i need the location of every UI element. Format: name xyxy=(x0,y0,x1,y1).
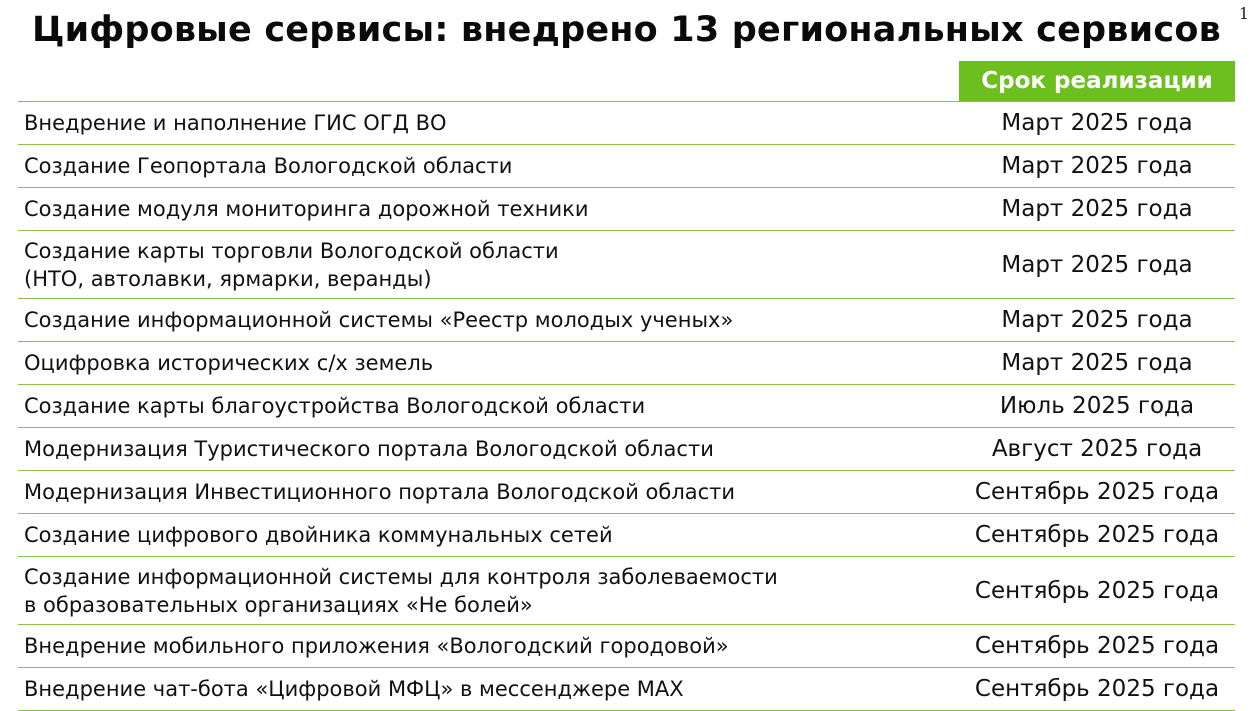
service-name-line: (НТО, автолавки, ярмарки, веранды) xyxy=(24,266,432,291)
service-term: Сентябрь 2025 года xyxy=(974,676,1220,702)
service-name xyxy=(18,563,959,619)
service-name xyxy=(18,195,959,223)
table-row xyxy=(18,385,1235,428)
service-name xyxy=(18,306,959,334)
service-name-line: Создание информационной системы для контроля заболеваемости xyxy=(24,564,778,589)
service-term: Сентябрь 2025 года xyxy=(974,577,1220,604)
service-name-line: Создание цифрового двойника коммунальных сетей xyxy=(24,523,613,547)
service-name-line: Внедрение мобильного приложения «Вологодский городовой» xyxy=(24,634,729,658)
services-table xyxy=(18,61,1235,711)
table-row xyxy=(18,231,1235,299)
service-term: Сентябрь 2025 года xyxy=(974,633,1220,659)
table-row xyxy=(18,428,1235,471)
page-number: 1 xyxy=(1238,4,1249,23)
table-row xyxy=(18,145,1235,188)
service-term: Сентябрь 2025 года xyxy=(974,522,1220,548)
service-name-line: Модернизация Инвестиционного портала Вологодской области xyxy=(24,480,736,504)
service-name-line: Создание карты благоустройства Вологодской области xyxy=(24,394,646,418)
service-name-line: Модернизация Туристического портала Вологодской области xyxy=(24,437,714,461)
service-name-line: Внедрение чат-бота «Цифровой МФЦ» в мессенджере MAX xyxy=(24,677,684,701)
service-name xyxy=(18,435,959,463)
service-name-line: Создание модуля мониторинга дорожной техники xyxy=(24,197,589,221)
service-name xyxy=(18,392,959,420)
table-row xyxy=(18,188,1235,231)
service-term: Март 2025 года xyxy=(1001,153,1193,179)
table-row xyxy=(18,668,1235,711)
service-name-line: Создание информационной системы «Реестр молодых ученых» xyxy=(24,308,734,332)
service-name-line: Создание Геопортала Вологодской области xyxy=(24,154,513,178)
service-name xyxy=(18,521,959,549)
slide-title: Цифровые сервисы: внедрено 13 региональных сервисов xyxy=(32,10,1221,50)
service-term: Март 2025 года xyxy=(1001,251,1193,278)
service-term: Март 2025 года xyxy=(1001,110,1193,136)
table-row xyxy=(18,342,1235,385)
service-term: Март 2025 года xyxy=(1001,350,1193,376)
term-column-header: Срок реализации xyxy=(959,61,1235,101)
service-term: Август 2025 года xyxy=(991,436,1203,462)
table-row xyxy=(18,299,1235,342)
service-name xyxy=(18,632,959,660)
table-row xyxy=(18,557,1235,625)
service-term: Март 2025 года xyxy=(1001,307,1193,333)
service-name xyxy=(18,152,959,180)
service-name xyxy=(18,478,959,506)
service-term: Март 2025 года xyxy=(1001,196,1193,222)
table-row xyxy=(18,102,1235,145)
service-name xyxy=(18,109,959,137)
service-name xyxy=(18,349,959,377)
service-term: Сентябрь 2025 года xyxy=(974,479,1220,505)
service-name-line: в образовательных организациях «Не болей» xyxy=(24,592,533,617)
table-row xyxy=(18,625,1235,668)
table-row xyxy=(18,471,1235,514)
service-name-line: Внедрение и наполнение ГИС ОГД ВО xyxy=(24,111,447,135)
table-header xyxy=(18,61,1235,102)
table-row xyxy=(18,514,1235,557)
service-name-line: Оцифровка исторических с/х земель xyxy=(24,351,434,375)
service-name xyxy=(18,675,959,703)
service-name-line: Создание карты торговли Вологодской области xyxy=(24,238,559,263)
table-body xyxy=(18,102,1235,711)
service-term: Июль 2025 года xyxy=(999,393,1195,419)
service-name xyxy=(18,237,959,293)
